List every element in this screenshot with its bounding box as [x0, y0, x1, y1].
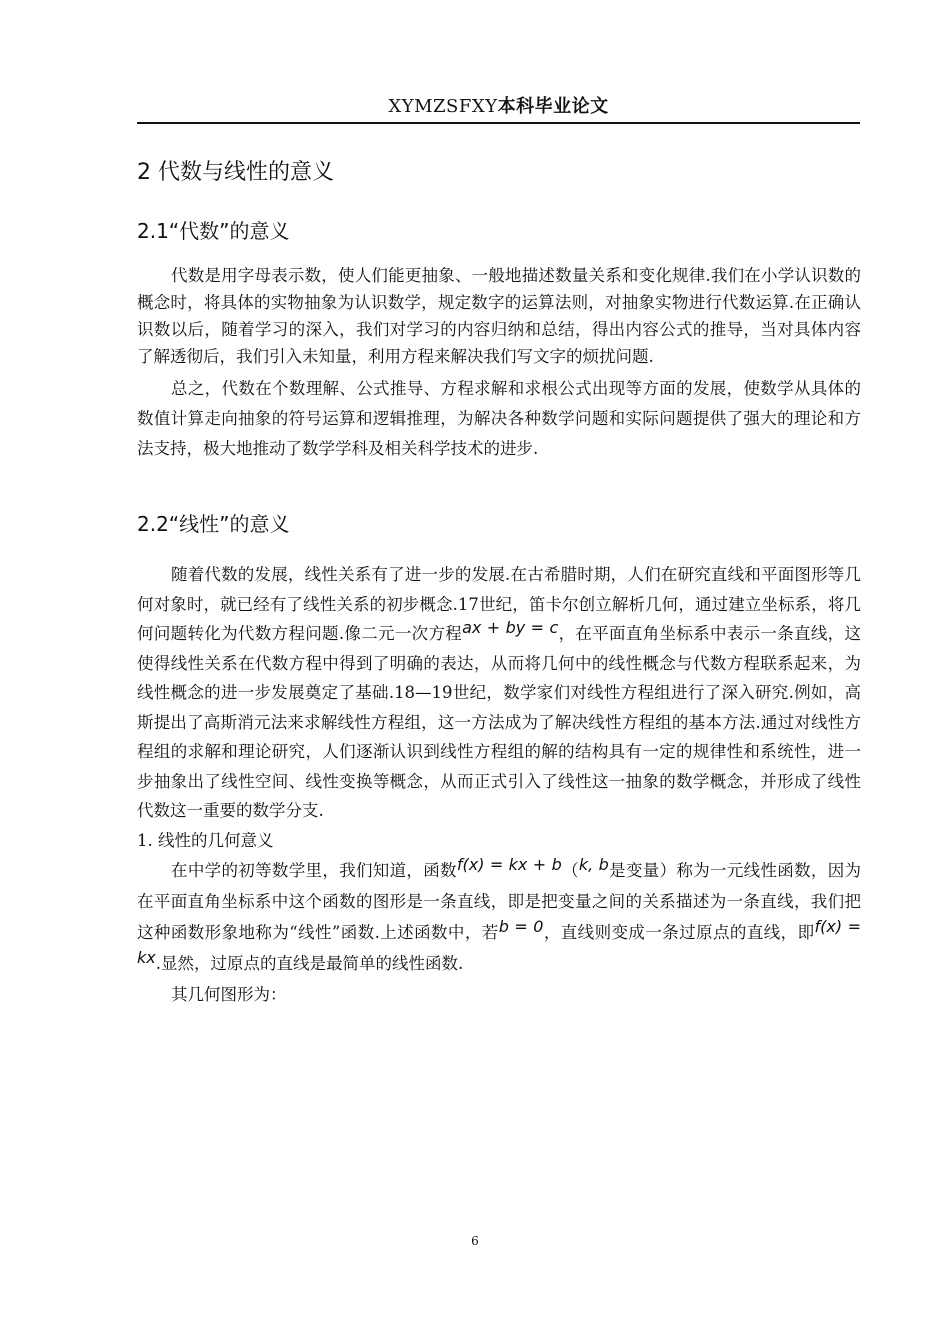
equation-b-zero: b = 0: [498, 916, 544, 936]
algebra-paragraphs: [137, 262, 861, 464]
subsection-heading-algebra: 2.1“代数”的意义: [137, 219, 290, 243]
linear-history-text-b: ，在平面直角坐标系中表示一条直线，这使得线性关系在代数方程中得到了明确的表达，从而将几何中的线性概念与代数方程联系起来，为线性概念的进一步发展奠定了基础.18—19世纪，数学家们对线性方程组进行了深入研究.例如，高斯提出了高斯消元法来求解线性方程组，这一方法成为了解决线性方程组的基本方法.通过对线性方程组的求解和理论研究，人们逐渐认识到线性方程组的解的结构具有一定的规律性和系统性，进一步抽象出了线性空间、线性变换等概念，从而正式引入了线性这一抽象的数学概念，并形成了线性代数这一重要的数学分支.: [137, 624, 862, 820]
linear-history-paragraph: [137, 560, 861, 826]
page-header: [137, 92, 860, 124]
linear-function-paragraph: [137, 855, 861, 979]
linear-history-text-a: 随着代数的发展，线性关系有了进一步的发展.在古希腊时期，人们在研究直线和平面图形等几何对象时，就已经有了线性关系的初步概念.17世纪，笛卡尔创立解析几何，通过建立坐标系，将几何问题转化为代数方程问题.像二元一次方程: [137, 565, 861, 643]
equation-linear-function: f(x) = kx + b: [456, 854, 562, 874]
linear-function-text-c: 是变量）称为一元线性函数，因为在平面直角坐标系中这个函数的图形是一条直线，即是把变量之间的关系描述为一条直线，我们把这种函数形象地称为“线性”函数.上述函数中，若: [137, 860, 862, 942]
page-number: 6: [471, 1234, 479, 1248]
header-title: [137, 92, 860, 118]
header-title-chinese: 本科毕业论文: [497, 96, 609, 117]
equation-proportional: f(x) = kx: [137, 916, 862, 967]
equation-linear-two-var: ax + by = c: [462, 618, 559, 637]
subsection-heading-linear: 2.2“线性”的意义: [137, 512, 290, 536]
linear-function-text-b: （: [561, 860, 579, 880]
linear-function-text-a: 在中学的初等数学里，我们知道，函数: [171, 860, 457, 880]
equation-parameters: k, b: [578, 854, 609, 874]
linear-function-text-d: ，直线则变成一条过原点的直线，即: [543, 922, 815, 942]
algebra-paragraph-2: 总之，代数在个数理解、公式推导、方程求解和求根公式出现等方面的发展，使数学从具体的数值计算走向抽象的符号运算和逻辑推理，为解决各种数学问题和实际问题提供了强大的理论和方法支持，极大地推动了数学学科及相关科学技术的进步.: [137, 379, 861, 458]
algebra-paragraph-1: 代数是用字母表示数，使人们能更抽象、一般地描述数量关系和变化规律.我们在小学认识数的概念时，将具体的实物抽象为认识数学，规定数字的运算法则，对抽象实物进行代数运算.在正确认识数以后，随着学习的深入，我们对学习的内容归纳和总结，得出内容公式的推导，当对具体内容了解透彻后，我们引入未知量，利用方程来解决我们写文字的烦扰问题.: [137, 266, 861, 366]
linear-function-text-e: .显然，过原点的直线是最简单的线性函数.: [155, 953, 464, 973]
header-title-latin: XYMZSFXY: [388, 96, 498, 117]
section-heading: 2 代数与线性的意义: [137, 160, 334, 185]
geometric-figure-intro: 其几何图形为：: [171, 984, 287, 1004]
list-item-geometric-meaning: 1. 线性的几何意义: [137, 830, 274, 850]
linear-paragraphs: [137, 560, 861, 1010]
